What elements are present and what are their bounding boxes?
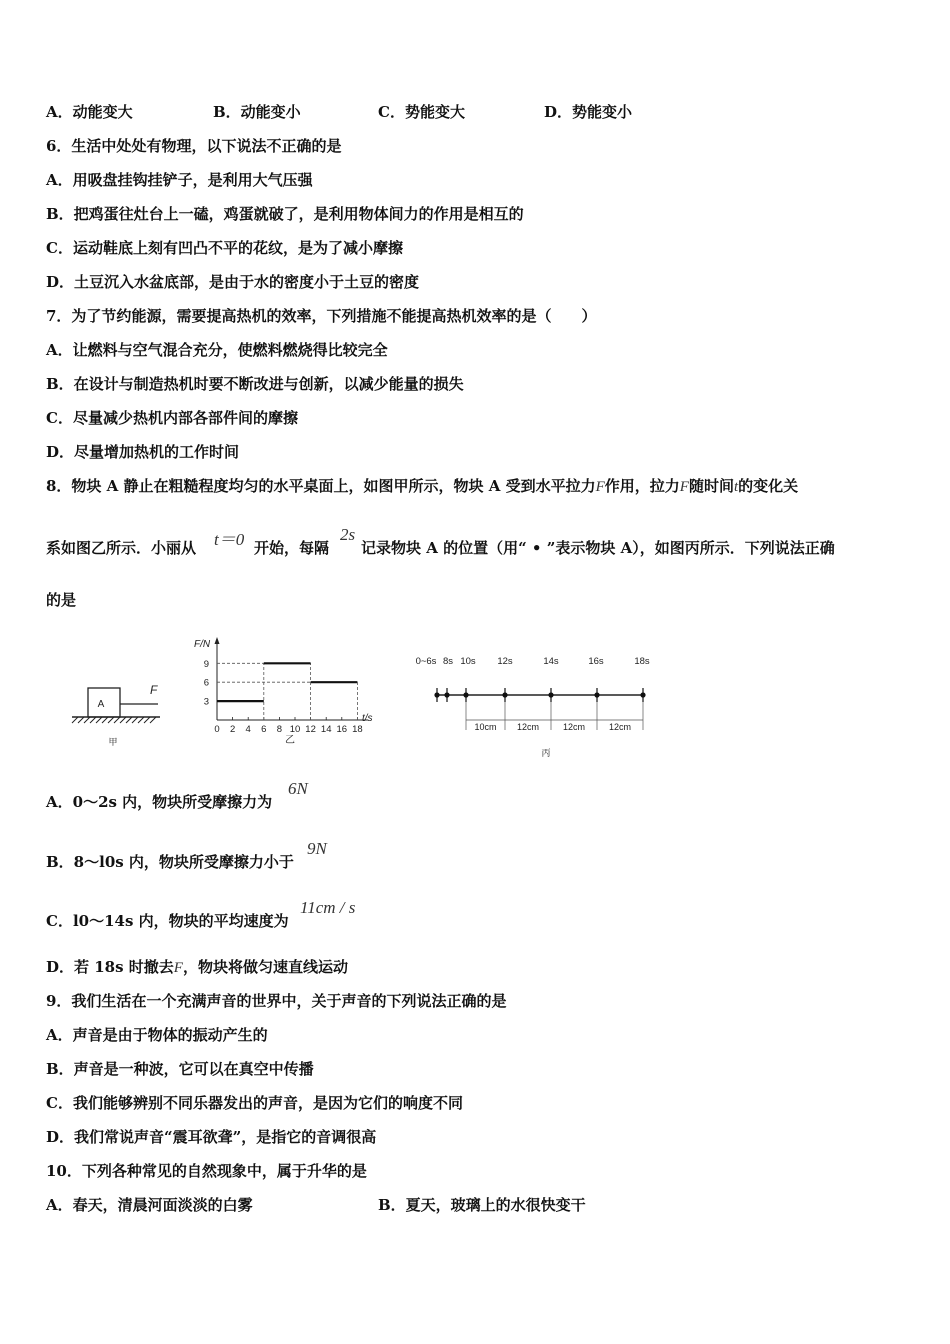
chart-y-tick-label: 3 bbox=[203, 696, 209, 708]
q8-stem-part6: 开始，每隔 bbox=[254, 539, 330, 557]
figure-jia bbox=[66, 676, 166, 751]
q7-option-b: B．在设计与制造热机时要不断改进与创新，以减少能量的损失 bbox=[46, 375, 464, 393]
q9-stem: 9．我们生活在一个充满声音的世界中，关于声音的下列说法正确的是 bbox=[46, 992, 507, 1010]
q8-stem-part7: 记录物块 A 的位置（用“ • ”表示物块 A），如图丙所示．下列说法正确 bbox=[361, 539, 835, 557]
q5-option-b: B．动能变小 bbox=[213, 103, 301, 121]
q8-stem-part2: 作用，拉力 bbox=[604, 477, 680, 495]
chart-y-tick-label: 6 bbox=[203, 677, 209, 689]
q6-option-a: A．用吸盘挂钩挂铲子，是利用大气压强 bbox=[46, 171, 313, 189]
q8-stem-line1 bbox=[46, 476, 798, 497]
caption-yi: 乙 bbox=[285, 735, 295, 746]
distance-label: 12cm bbox=[562, 722, 586, 732]
q10-stem: 10．下列各种常见的自然现象中，属于升华的是 bbox=[46, 1162, 367, 1180]
chart-x-tick-label: 0 bbox=[214, 724, 220, 735]
q7-option-c: C．尽量减少热机内部各部件间的摩擦 bbox=[46, 409, 298, 427]
q8-option-a-value: 6N bbox=[288, 779, 308, 798]
q8-force-symbol-2: F bbox=[679, 479, 689, 495]
chart-x-tick-label: 12 bbox=[305, 724, 316, 735]
chart-x-tick-label: 18 bbox=[352, 724, 363, 735]
q5-option-a: A．动能变大 bbox=[46, 103, 133, 121]
force-label: F bbox=[150, 683, 158, 697]
q7-option-d: D．尽量增加热机的工作时间 bbox=[46, 443, 240, 461]
block-position-dot bbox=[434, 692, 439, 697]
figure-bing bbox=[406, 650, 666, 762]
chart-x-tick-label: 16 bbox=[336, 724, 348, 735]
chart-x-tick-label: 8 bbox=[276, 724, 283, 735]
caption-bing: 丙 bbox=[541, 748, 551, 758]
q8-interval: 2s bbox=[340, 525, 356, 544]
q8-option-d-part2: ，物块将做匀速直线运动 bbox=[182, 958, 348, 976]
time-label: 16s bbox=[588, 656, 604, 667]
q8-stem-part8: 的是 bbox=[46, 591, 77, 609]
q7-stem: 7．为了节约能源，需要提高热机的效率，下列措施不能提高热机效率的是（ ） bbox=[46, 307, 597, 325]
chart-xlabel: t/s bbox=[362, 713, 373, 724]
q6-option-d: D．土豆沉入水盆底部，是由于水的密度小于土豆的密度 bbox=[46, 273, 420, 291]
q8-option-b-text: B．8～l0s 内，物块所受摩擦力小于 bbox=[46, 853, 294, 871]
q8-time-symbol: t bbox=[733, 479, 739, 495]
q6-stem: 6．生活中处处有物理，以下说法不正确的是 bbox=[46, 137, 342, 155]
q5-option-d: D．势能变小 bbox=[544, 103, 633, 121]
chart-ylabel: F/N bbox=[194, 639, 211, 650]
q8-option-b-value: 9N bbox=[307, 839, 327, 858]
q8-force-symbol: F bbox=[595, 479, 605, 495]
q8-option-c-value: 11cm / s bbox=[300, 898, 356, 917]
chart-x-tick-label: 6 bbox=[261, 724, 267, 735]
q8-t-zero: t＝0 bbox=[214, 530, 245, 549]
q8-option-d-force: F bbox=[173, 960, 183, 976]
chart-f-t bbox=[190, 633, 390, 748]
time-label: 14s bbox=[543, 656, 559, 667]
chart-x-tick-label: 2 bbox=[229, 724, 236, 735]
distance-label: 12cm bbox=[516, 722, 540, 732]
q8-stem-part1: 8．物块 A 静止在粗糙程度均匀的水平桌面上，如图甲所示，物块 A 受到水平拉力 bbox=[46, 477, 596, 495]
chart-y-arrow bbox=[215, 637, 220, 644]
distance-label: 10cm bbox=[474, 722, 497, 732]
q8-option-d bbox=[46, 957, 348, 978]
block-position-dot bbox=[444, 692, 449, 697]
q6-option-b: B．把鸡蛋往灶台上一磕，鸡蛋就破了，是利用物体间力的作用是相互的 bbox=[46, 205, 524, 223]
chart-x-tick-label: 10 bbox=[289, 724, 301, 735]
q10-option-b: B．夏天，玻璃上的水很快变干 bbox=[378, 1196, 586, 1214]
block-position-dot bbox=[594, 692, 599, 697]
q8-option-a-text: A．0～2s 内，物块所受摩擦力为 bbox=[46, 793, 273, 811]
chart-x-tick-label: 14 bbox=[320, 724, 332, 735]
chart-y-tick-label: 9 bbox=[203, 658, 209, 670]
q8-stem-part5: 系如图乙所示．小丽从 bbox=[46, 539, 197, 557]
time-label: 18s bbox=[634, 656, 650, 667]
chart-x-tick-label: 4 bbox=[245, 724, 251, 735]
q8-stem-part4: 的变化关 bbox=[738, 477, 799, 495]
ground-hatch bbox=[72, 717, 156, 723]
time-label: 0~6s bbox=[415, 656, 437, 667]
block-position-dot bbox=[502, 692, 507, 697]
block-position-dot bbox=[640, 692, 645, 697]
q9-option-c: C．我们能够辨别不同乐器发出的声音，是因为它们的响度不同 bbox=[46, 1094, 463, 1112]
caption-jia: 甲 bbox=[108, 737, 118, 747]
q5-option-c: C．势能变大 bbox=[378, 103, 465, 121]
block-position-dot bbox=[548, 692, 553, 697]
q9-option-d: D．我们常说声音“震耳欲聋”，是指它的音调很高 bbox=[46, 1128, 377, 1146]
time-label: 10s bbox=[460, 656, 476, 667]
q8-option-d-part1: D．若 18s 时撤去 bbox=[46, 958, 174, 976]
q8-option-c-text: C．l0～14s 内，物块的平均速度为 bbox=[46, 912, 289, 930]
block-a-label: A bbox=[97, 699, 105, 710]
q9-option-a: A．声音是由于物体的振动产生的 bbox=[46, 1026, 268, 1044]
q7-option-a: A．让燃料与空气混合充分，使燃料燃烧得比较完全 bbox=[46, 341, 388, 359]
block-position-dot bbox=[463, 692, 468, 697]
q10-option-a: A．春天，清晨河面淡淡的白雾 bbox=[46, 1196, 253, 1214]
q9-option-b: B．声音是一种波，它可以在真空中传播 bbox=[46, 1060, 314, 1078]
time-label: 8s bbox=[442, 656, 454, 667]
time-label: 12s bbox=[497, 656, 513, 667]
distance-label: 12cm bbox=[608, 722, 632, 732]
q6-option-c: C．运动鞋底上刻有凹凸不平的花纹，是为了减小摩擦 bbox=[46, 239, 403, 257]
q8-stem-part3: 随时间 bbox=[688, 477, 734, 495]
